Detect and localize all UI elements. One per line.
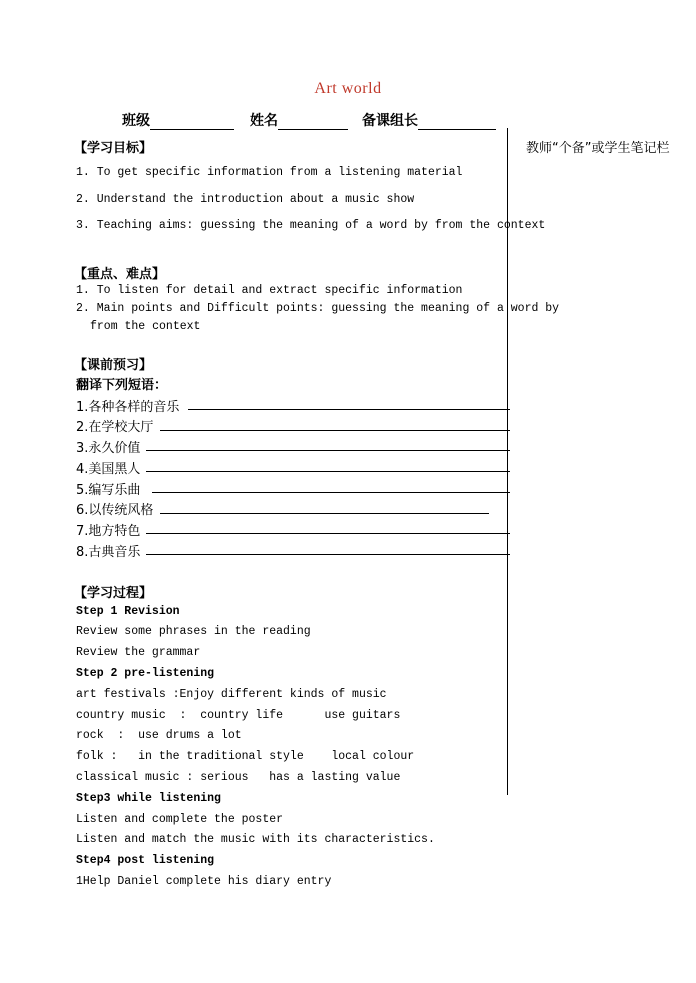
step1-line-1: Review some phrases in the reading (76, 625, 311, 638)
answer-line-7 (146, 533, 510, 534)
answer-line-2 (160, 430, 510, 431)
preview-item-4: 4.美国黑人 (76, 462, 141, 477)
preview-item-6: 6.以传统风格 (76, 503, 154, 518)
leader-field (362, 110, 496, 130)
step4-line-1: 1Help Daniel complete his diary entry (76, 875, 332, 888)
name-field (250, 110, 348, 130)
preview-item-1: 1.各种各样的音乐 (76, 400, 180, 415)
answer-line-6 (160, 513, 489, 514)
step2-line-5: classical music : serious has a lasting value (76, 771, 401, 784)
name-label: 姓名 (250, 113, 278, 129)
answer-line-1 (188, 409, 510, 410)
preview-item-8: 8.古典音乐 (76, 545, 141, 560)
class-blank (150, 115, 234, 130)
preview-item-5: 5.编写乐曲 (76, 483, 141, 498)
preview-subheading: 翻译下列短语： (76, 378, 168, 393)
answer-line-4 (146, 471, 510, 472)
answer-line-8 (146, 554, 510, 555)
step4-title: Step4 post listening (76, 854, 215, 867)
answer-line-3 (146, 450, 510, 451)
leader-label: 备课组长 (362, 113, 418, 129)
key-points-heading: 【重点、难点】 (74, 267, 166, 282)
key-point-2-cont: from the context (90, 320, 201, 333)
preview-item-3: 3.永久价值 (76, 441, 141, 456)
step2-line-3: rock : use drums a lot (76, 729, 242, 742)
key-point-1: 1. To listen for detail and extract specific information (76, 284, 463, 297)
step2-title: Step 2 pre-listening (76, 667, 215, 680)
process-heading: 【学习过程】 (74, 586, 153, 601)
side-note: 教师“个备”或学生笔记栏 (526, 141, 670, 156)
step2-line-2: country music : country life use guitars (76, 709, 401, 722)
step1-line-2: Review the grammar (76, 646, 201, 659)
step1-title: Step 1 Revision (76, 605, 180, 618)
step2-line-1: art festivals :Enjoy different kinds of music (76, 688, 387, 701)
preview-item-7: 7.地方特色 (76, 524, 141, 539)
objective-3: 3. Teaching aims: guessing the meaning of a word by from the context (76, 219, 546, 232)
step3-line-2: Listen and match the music with its characteristics. (76, 833, 435, 846)
key-point-2: 2. Main points and Difficult points: guessing the meaning of a word by (76, 302, 560, 315)
preview-item-2: 2.在学校大厅 (76, 420, 154, 435)
leader-blank (418, 115, 496, 130)
class-field (122, 110, 234, 130)
class-label: 班级 (122, 113, 150, 129)
page-title: Art world (314, 80, 382, 97)
preview-heading: 【课前预习】 (74, 358, 153, 373)
objectives-heading: 【学习目标】 (74, 141, 153, 156)
objective-1: 1. To get specific information from a listening material (76, 166, 463, 179)
name-blank (278, 115, 348, 130)
answer-line-5 (152, 492, 510, 493)
objective-2: 2. Understand the introduction about a music show (76, 193, 415, 206)
step2-line-4: folk : in the traditional style local colour (76, 750, 415, 763)
step3-line-1: Listen and complete the poster (76, 813, 284, 826)
step3-title: Step3 while listening (76, 792, 221, 805)
